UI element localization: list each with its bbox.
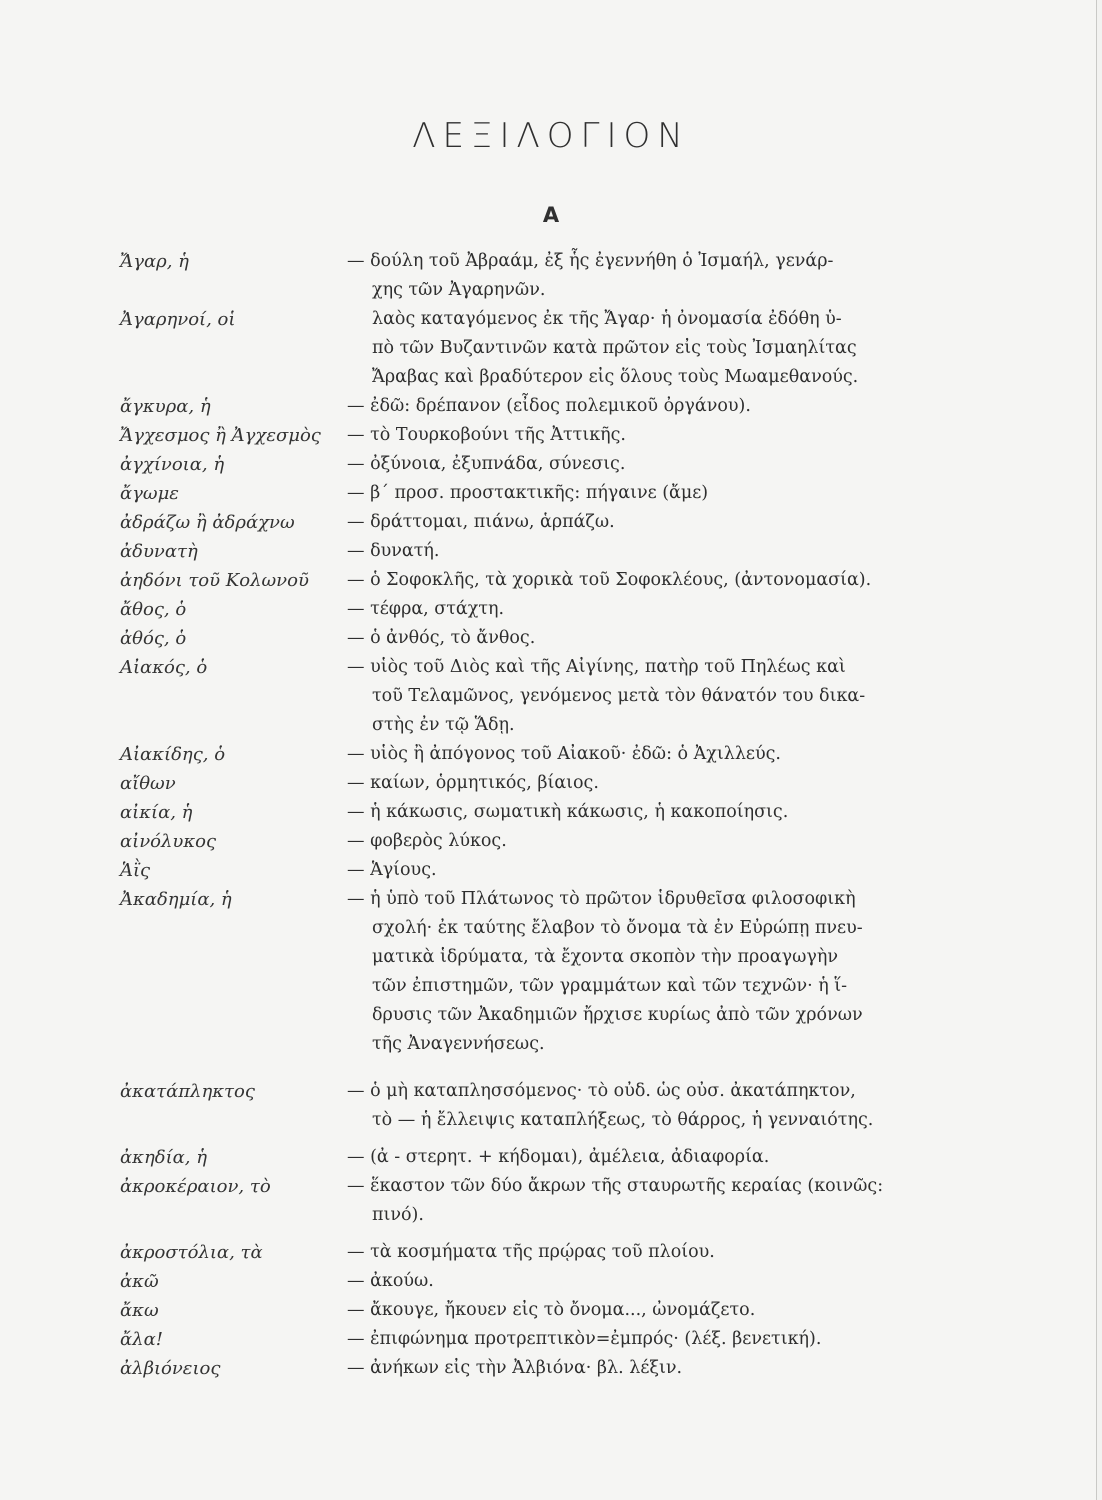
entry-definition: [347, 537, 957, 566]
definition-line: — τὸ Τουρκοβούνι τῆς Ἀττικῆς.: [347, 425, 626, 445]
entry-definition: [347, 508, 957, 537]
definition-line: — ὁ Σοφοκλῆς, τὰ χορικὰ τοῦ Σοφοκλέους, (ἀντονομασία).: [347, 570, 872, 590]
entry-definition: [347, 1077, 957, 1135]
entry-definition: [347, 798, 957, 827]
glossary-entry: [0, 421, 1102, 450]
definition-line: στὴς ἐν τῷ Ἅδῃ.: [372, 715, 515, 735]
definition-line: — υἱὸς ἢ ἀπόγονος τοῦ Αἰακοῦ· ἐδῶ: ὁ Ἀχιλλεύς.: [347, 744, 781, 764]
entry-term: Αἰακός, ὁ: [120, 657, 208, 678]
definition-line: πινό).: [372, 1205, 424, 1225]
definition-line: — ἡ κάκωσις, σωματικὴ κάκωσις, ἡ κακοποίησις.: [347, 802, 789, 822]
definition-line: — τὰ κοσμήματα τῆς πρῴρας τοῦ πλοίου.: [347, 1242, 715, 1262]
glossary-entry: [0, 624, 1102, 653]
definition-line: — δράττομαι, πιάνω, ἁρπάζω.: [347, 512, 615, 532]
entry-definition: [347, 653, 957, 740]
definition-line: — τέφρα, στάχτη.: [347, 599, 505, 619]
glossary-entry: [0, 653, 1102, 740]
entry-term: Ἀκαδημία, ἡ: [120, 889, 232, 910]
entry-term: ἄγωμε: [120, 483, 179, 504]
entry-term: ἄγκυρα, ἡ: [120, 396, 211, 417]
glossary-entry: [0, 537, 1102, 566]
entry-term: ἀκροκέραιον, τὸ: [120, 1176, 271, 1197]
definition-line: — ὁ ἀνθός, τὸ ἄνθος.: [347, 628, 536, 648]
entry-definition: [347, 624, 957, 653]
entry-definition: [347, 450, 957, 479]
glossary-entry: [0, 247, 1102, 305]
entry-term: ἀκροστόλια, τὰ: [120, 1242, 263, 1263]
entry-term: ἀηδόνι τοῦ Κολωνοῦ: [120, 570, 309, 591]
definition-line: — δούλη τοῦ Ἀβραάμ, ἐξ ἧς ἐγεννήθη ὁ Ἰσμαήλ, γενάρ-: [347, 251, 834, 271]
definition-line: — Ἁγίους.: [347, 860, 437, 880]
definition-line: τοῦ Τελαμῶνος, γενόμενος μετὰ τὸν θάνατόν του δικα-: [372, 686, 866, 706]
glossary-entry: [0, 1172, 1102, 1230]
entry-term: Ἀγαρηνοί, οἱ: [120, 309, 236, 330]
entry-definition: [347, 1267, 957, 1296]
entry-definition: [347, 392, 957, 421]
glossary-entry: [0, 508, 1102, 537]
entry-term: Ἄγαρ, ἡ: [120, 251, 189, 272]
definition-line: πὸ τῶν Βυζαντινῶν κατὰ πρῶτον εἰς τοὺς Ἰσμαηλίτας: [372, 338, 857, 358]
definition-line: — φοβερὸς λύκος.: [347, 831, 507, 851]
glossary-entry: [0, 1143, 1102, 1172]
definition-line: — ἄκουγε, ἤκουεν εἰς τὸ ὄνομα..., ὠνομάζετο.: [347, 1300, 756, 1320]
entry-term: ἀκηδία, ἡ: [120, 1147, 208, 1168]
definition-line: — ἀνήκων εἰς τὴν Ἀλβιόνα· βλ. λέξιν.: [347, 1358, 683, 1378]
glossary-entry: [0, 479, 1102, 508]
glossary-entry: [0, 769, 1102, 798]
glossary-entry: [0, 827, 1102, 856]
glossary-entry: [0, 1077, 1102, 1135]
entry-term: ἀγχίνοια, ἡ: [120, 454, 225, 475]
entry-definition: [347, 827, 957, 856]
definition-line: Ἄραβας καὶ βραδύτερον εἰς ὅλους τοὺς Μωαμεθανούς.: [372, 367, 859, 387]
glossary-entry: [0, 798, 1102, 827]
entry-term: ἀδυνατὴ: [120, 541, 198, 562]
definition-line: — ἐδῶ: δρέπανον (εἶδος πολεμικοῦ ὀργάνου).: [347, 396, 751, 416]
glossary-entry: [0, 885, 1102, 1059]
definition-line: ματικὰ ἱδρύματα, τὰ ἔχοντα σκοπὸν τὴν προαγωγὴν: [372, 947, 838, 967]
entry-term: ἀδράζω ἢ ἀδράχνω: [120, 512, 295, 533]
entry-definition: [347, 421, 957, 450]
entry-definition: [347, 1354, 957, 1383]
entry-term: ἄκω: [120, 1300, 159, 1321]
definition-line: — ἕκαστον τῶν δύο ἄκρων τῆς σταυρωτῆς κεραίας (κοινῶς:: [347, 1176, 884, 1196]
entry-definition: [347, 305, 957, 392]
glossary-entry: [0, 740, 1102, 769]
glossary-entry: [0, 566, 1102, 595]
entry-definition: [347, 769, 957, 798]
glossary-entry: [0, 856, 1102, 885]
glossary-entry: [0, 1354, 1102, 1383]
entry-term: ἀλβιόνειος: [120, 1358, 221, 1379]
entry-term: ἀκατάπληκτος: [120, 1081, 255, 1102]
definition-line: λαὸς καταγόμενος ἐκ τῆς Ἄγαρ· ἡ ὀνομασία ἐδόθη ὑ-: [372, 309, 842, 329]
definition-line: — ἐπιφώνημα προτρεπτικὸν=ἐμπρός· (λέξ. βενετική).: [347, 1329, 822, 1349]
entry-definition: [347, 479, 957, 508]
glossary-entry: [0, 305, 1102, 392]
definition-line: — (ἀ - στερητ. + κήδομαι), ἀμέλεια, ἀδιαφορία.: [347, 1147, 770, 1167]
definition-line: — ἀκούω.: [347, 1271, 434, 1291]
definition-line: — καίων, ὁρμητικός, βίαιος.: [347, 773, 599, 793]
entry-term: αἰνόλυκος: [120, 831, 217, 852]
entry-term: ἀθός, ὁ: [120, 628, 187, 649]
definition-line: χης τῶν Ἀγαρηνῶν.: [372, 280, 546, 300]
glossary-list: [0, 247, 1102, 1383]
entry-definition: [347, 247, 957, 305]
entry-definition: [347, 1325, 957, 1354]
entry-definition: [347, 1296, 957, 1325]
page-title: ΛΕΞΙΛΟΓΙΟΝ: [412, 116, 690, 156]
entry-definition: [347, 1238, 957, 1267]
definition-line: τῶν ἐπιστημῶν, τῶν γραμμάτων καὶ τῶν τεχνῶν· ἡ ἵ-: [372, 976, 848, 996]
definition-line: δρυσις τῶν Ἀκαδημιῶν ἤρχισε κυρίως ἀπὸ τῶν χρόνων: [372, 1005, 863, 1025]
entry-definition: [347, 595, 957, 624]
entry-term: αἰκία, ἡ: [120, 802, 193, 823]
glossary-entry: [0, 1296, 1102, 1325]
entry-term: ἄθος, ὁ: [120, 599, 187, 620]
definition-line: — ὁ μὴ καταπλησσόμενος· τὸ οὐδ. ὡς οὐσ. ἀκατάπηκτον,: [347, 1081, 856, 1101]
entry-term: αἴθων: [120, 773, 176, 794]
entry-definition: [347, 566, 957, 595]
entry-term: Αἰακίδης, ὁ: [120, 744, 226, 765]
entry-term: Ἄγχεσμος ἢ Ἀγχεσμὸς: [120, 425, 321, 446]
entry-definition: [347, 1172, 957, 1230]
glossary-entry: [0, 1238, 1102, 1267]
glossary-entry: [0, 595, 1102, 624]
glossary-entry: [0, 392, 1102, 421]
section-letter: Α: [542, 203, 560, 227]
definition-line: — ὀξύνοια, ἐξυπνάδα, σύνεσις.: [347, 454, 626, 474]
entry-term: ἀκῶ: [120, 1271, 159, 1292]
entry-term: ἄλα!: [120, 1329, 163, 1350]
glossary-entry: [0, 1325, 1102, 1354]
definition-line: τὸ — ἡ ἔλλειψις καταπλήξεως, τὸ θάρρος, ἡ γενναιότης.: [372, 1110, 874, 1130]
entry-definition: [347, 885, 957, 1059]
definition-line: τῆς Ἀναγεννήσεως.: [372, 1034, 545, 1054]
entry-definition: [347, 740, 957, 769]
entry-term: Ἁῒς: [120, 860, 151, 881]
entry-definition: [347, 1143, 957, 1172]
entry-definition: [347, 856, 957, 885]
definition-line: — δυνατή.: [347, 541, 440, 561]
glossary-entry: [0, 450, 1102, 479]
definition-line: σχολή· ἐκ ταύτης ἔλαβον τὸ ὄνομα τὰ ἐν Εὐρώπῃ πνευ-: [372, 918, 863, 938]
definition-line: — β΄ προσ. προστακτικῆς: πήγαινε (ἄμε): [347, 483, 709, 503]
definition-line: — υἱὸς τοῦ Διὸς καὶ τῆς Αἰγίνης, πατὴρ τοῦ Πηλέως καὶ: [347, 657, 846, 677]
definition-line: — ἡ ὑπὸ τοῦ Πλάτωνος τὸ πρῶτον ἱδρυθεῖσα φιλοσοφικὴ: [347, 889, 856, 909]
glossary-entry: [0, 1267, 1102, 1296]
